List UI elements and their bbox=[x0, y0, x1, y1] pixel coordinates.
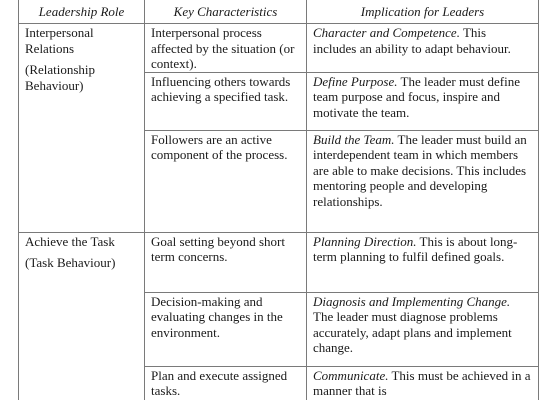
leadership-roles-table bbox=[18, 0, 539, 400]
implication-title: Character and Competence. bbox=[313, 25, 460, 40]
implication-text: The leader must build an interdependent team in which members are able to make decisions. This includes mentoring people and developing relationships. bbox=[313, 131, 527, 209]
characteristic-cell: Decision-making and evaluating changes in the environment. bbox=[145, 292, 307, 366]
header-leadership-role: Leadership Role bbox=[19, 0, 145, 24]
implication-cell bbox=[307, 366, 539, 400]
table-header-row bbox=[19, 0, 539, 24]
implication-text: The leader must diagnose problems accurately, adapt plans and implement change. bbox=[313, 309, 512, 355]
implication-title: Planning Direction. bbox=[313, 233, 417, 249]
implication-title: Diagnosis and Implementing Change. bbox=[313, 293, 511, 309]
implication-cell bbox=[307, 292, 539, 366]
characteristic-cell: Plan and execute assigned tasks. bbox=[145, 366, 307, 400]
characteristic-cell: Goal setting beyond short term concerns. bbox=[145, 232, 307, 292]
role-title: Achieve the Task bbox=[25, 233, 115, 249]
implication-text: This is about long-term planning to fulfil defined goals. bbox=[313, 233, 518, 264]
implication-title: Build the Team. bbox=[313, 131, 395, 147]
implication-title: Communicate. bbox=[313, 367, 389, 383]
implication-title: Define Purpose. bbox=[313, 73, 398, 89]
role-cell-interpersonal-relations bbox=[19, 24, 145, 233]
implication-text: This must be achieved in a manner that is bbox=[313, 367, 531, 398]
role-subtitle: (Task Behaviour) bbox=[25, 255, 116, 270]
characteristic-cell: Interpersonal process affected by the situation (or context). bbox=[145, 24, 307, 73]
header-implication-for-leaders: Implication for Leaders bbox=[307, 0, 539, 24]
table-row bbox=[19, 24, 539, 73]
implication-cell bbox=[307, 130, 539, 232]
implication-text: The leader must define team purpose and focus, inspire and motivate the team. bbox=[313, 73, 520, 120]
table-row bbox=[19, 232, 539, 292]
characteristic-cell: Followers are an active component of the process. bbox=[145, 130, 307, 232]
role-cell-achieve-the-task bbox=[19, 232, 145, 400]
characteristic-cell: Influencing others towards achieving a specified task. bbox=[145, 72, 307, 130]
implication-text: This includes an ability to adapt behaviour. bbox=[313, 25, 511, 56]
header-key-characteristics: Key Characteristics bbox=[145, 0, 307, 24]
implication-cell bbox=[307, 232, 539, 292]
role-title: Interpersonal Relations bbox=[25, 25, 94, 56]
role-subtitle: (Relationship Behaviour) bbox=[25, 62, 96, 93]
implication-cell bbox=[307, 24, 539, 73]
implication-cell bbox=[307, 72, 539, 130]
